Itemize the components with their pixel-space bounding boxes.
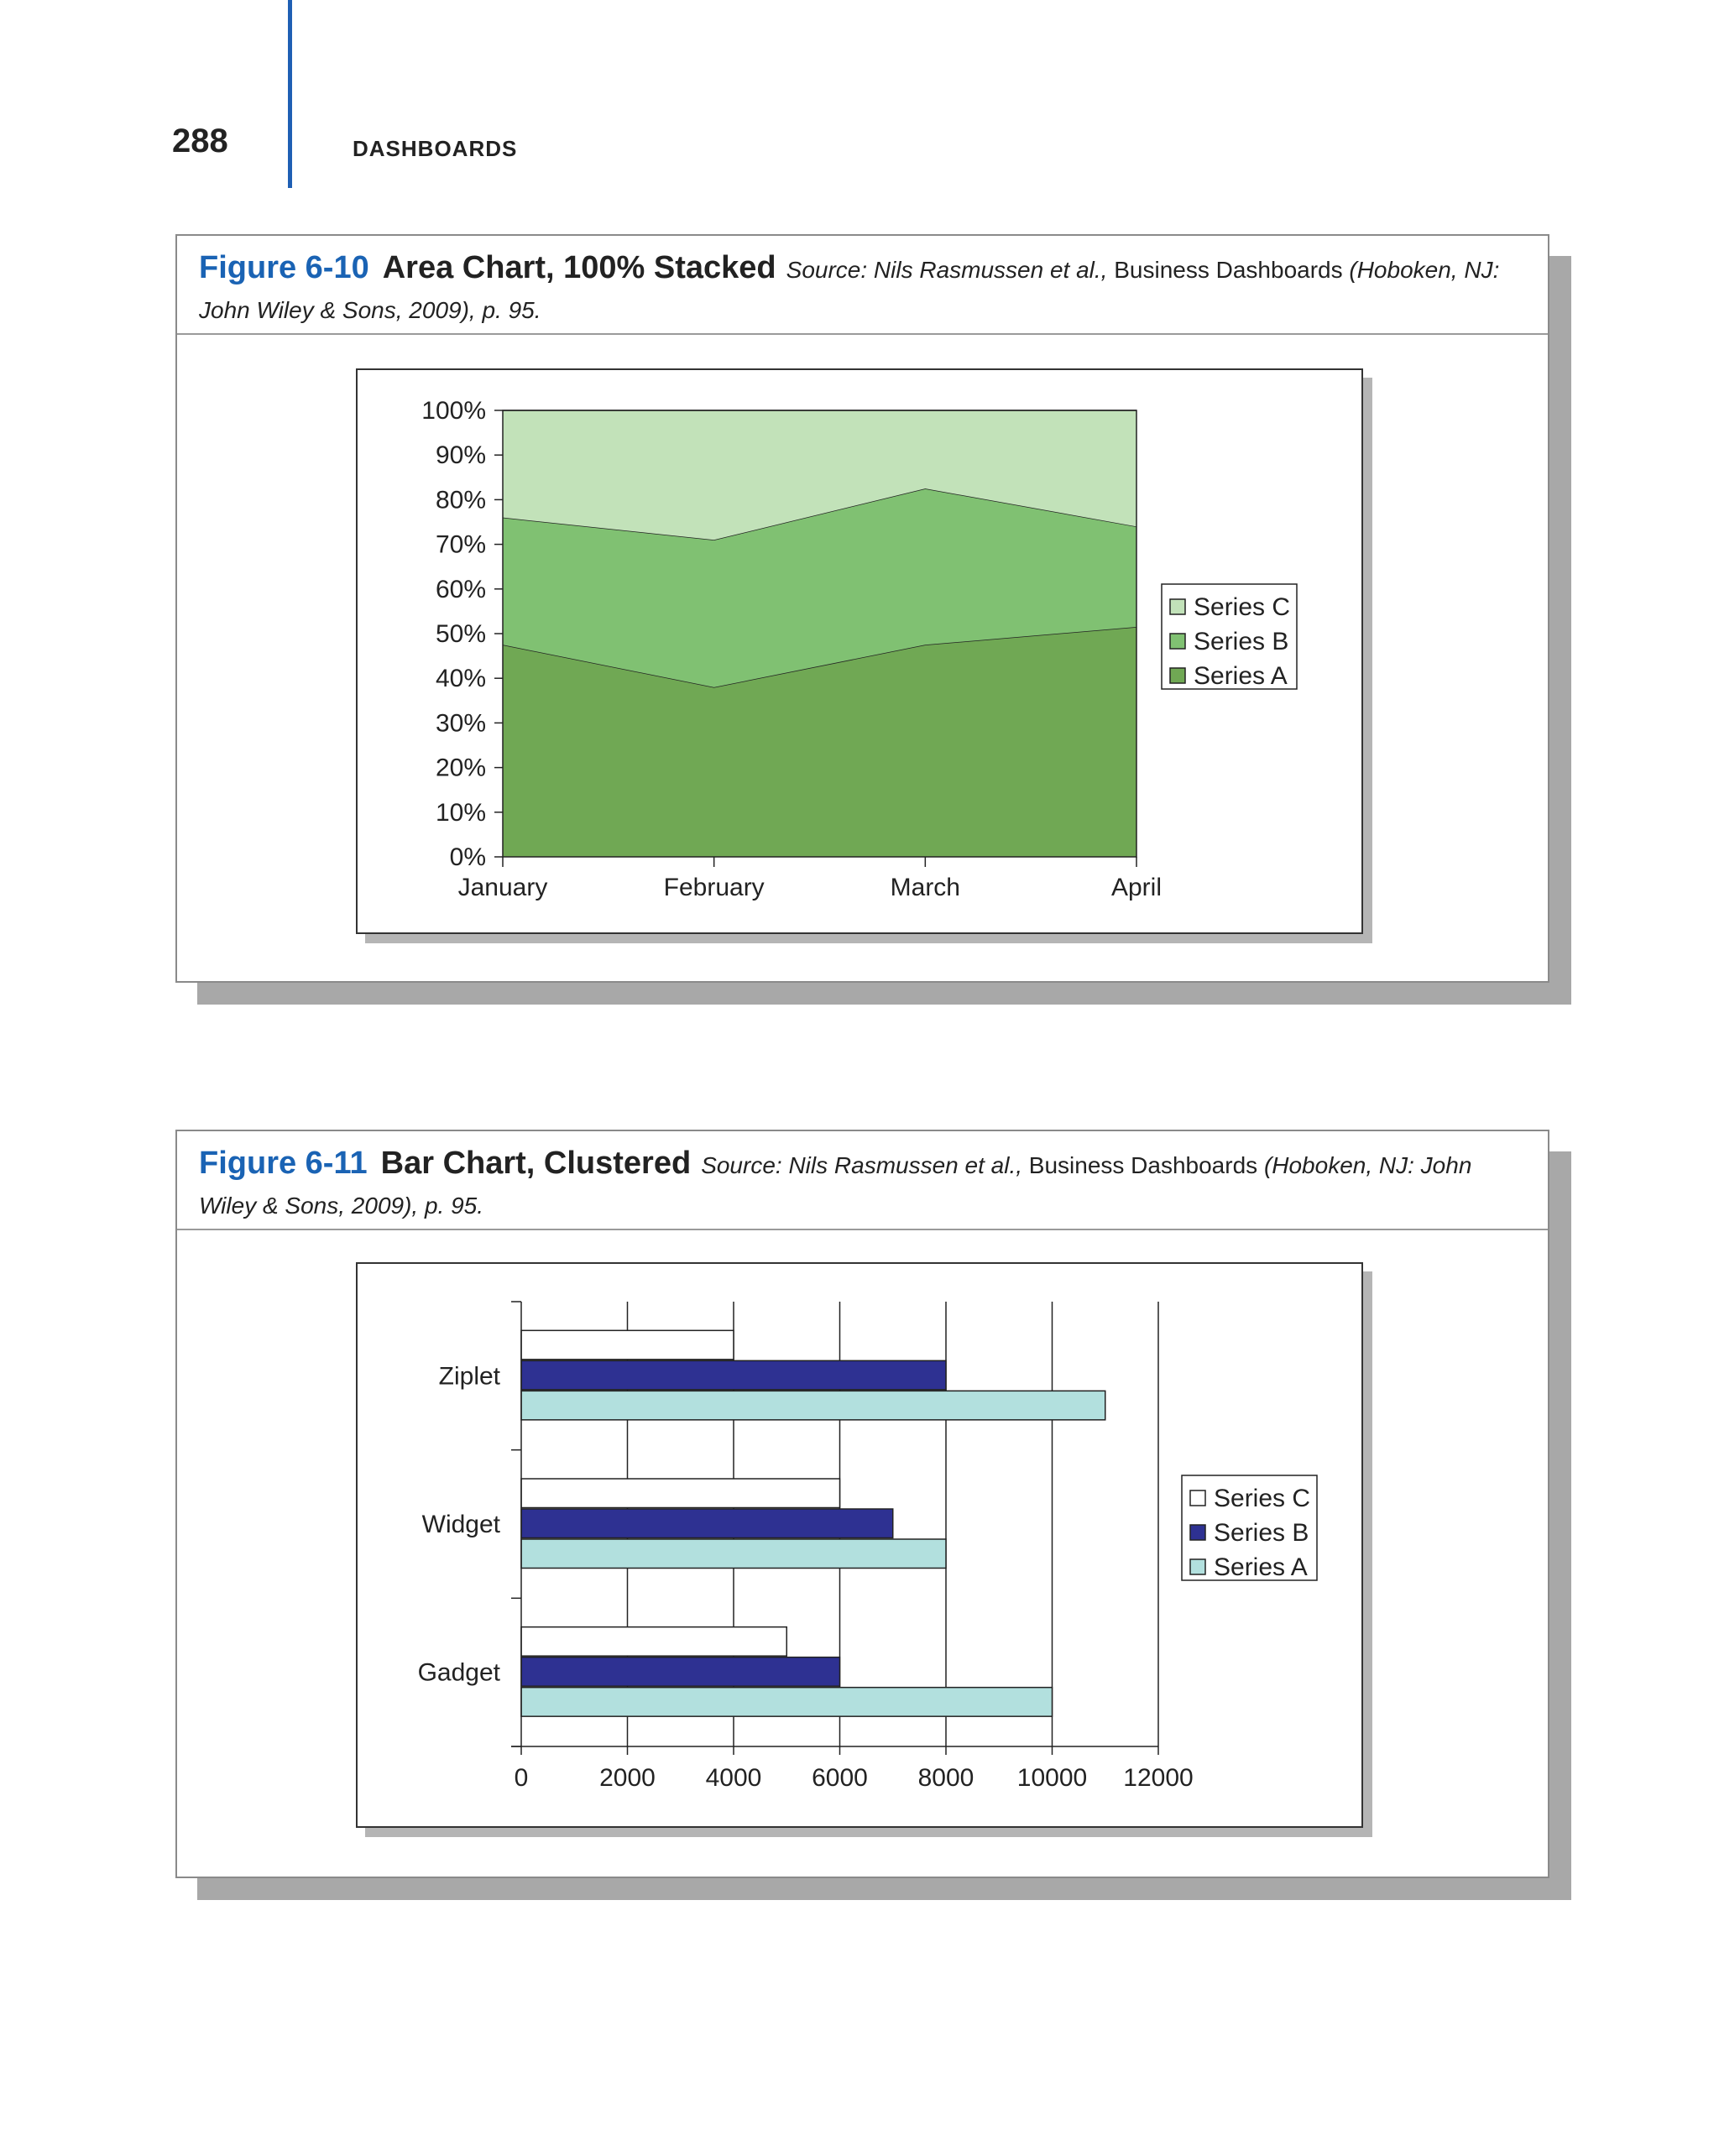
figure-title: Bar Chart, Clustered: [380, 1146, 692, 1181]
y-tick-label: 20%: [435, 754, 486, 782]
x-tick-label: April: [1110, 874, 1163, 901]
figure-caption: [177, 1131, 1548, 1230]
figure-source-tail: (Hoboken, NJ: John Wiley & Sons, 2009), p. 95.: [199, 257, 1500, 323]
legend-label: Series B: [1194, 628, 1289, 655]
bar-widget-series-c: [521, 1479, 840, 1508]
x-tick-label: 4000: [705, 1764, 762, 1792]
legend-label: Series A: [1194, 662, 1288, 690]
bar-ziplet-series-b: [521, 1360, 946, 1390]
bar-widget-series-b: [521, 1509, 893, 1538]
legend-label: Series C: [1214, 1485, 1311, 1512]
x-tick-label: 6000: [812, 1764, 868, 1792]
bar-gadget-series-a: [521, 1688, 1053, 1717]
y-tick-label: 70%: [435, 530, 486, 559]
x-tick-label: 12000: [1123, 1764, 1194, 1792]
figure-title: Area Chart, 100% Stacked: [382, 250, 776, 285]
area-chart: [358, 370, 1361, 932]
legend-swatch: [1170, 599, 1185, 614]
legend-label: Series A: [1214, 1553, 1308, 1581]
figure-bar-chart: [175, 1130, 1549, 1878]
x-tick-label: February: [663, 874, 765, 901]
x-tick-label: 10000: [1016, 1764, 1088, 1792]
y-tick-label: 100%: [421, 397, 486, 425]
bar-ziplet-series-c: [521, 1330, 734, 1360]
legend-swatch: [1170, 634, 1185, 649]
x-tick-label: March: [890, 874, 961, 901]
legend-swatch: [1190, 1525, 1205, 1540]
figure-caption: [177, 236, 1548, 335]
bar-chart: [358, 1264, 1361, 1826]
y-tick-label: 30%: [435, 709, 486, 738]
y-tick-label: 60%: [435, 575, 486, 603]
y-tick-label: 90%: [435, 441, 486, 470]
chart-panel: [356, 1262, 1363, 1828]
figure-number: Figure 6-11: [199, 1146, 368, 1181]
legend-swatch: [1170, 668, 1185, 683]
bar-ziplet-series-a: [521, 1391, 1105, 1420]
category-label: Ziplet: [438, 1362, 500, 1391]
x-tick-label: 8000: [917, 1764, 974, 1792]
page-number: 288: [172, 123, 228, 159]
x-tick-label: 2000: [599, 1764, 656, 1792]
x-tick-label: January: [457, 874, 548, 901]
figure-area-chart: [175, 234, 1549, 983]
bar-gadget-series-b: [521, 1657, 840, 1687]
margin-rule: [288, 0, 292, 188]
legend-swatch: [1190, 1490, 1205, 1506]
figure-source-tail: (Hoboken, NJ: John Wiley & Sons, 2009), p. 95.: [199, 1152, 1472, 1219]
x-tick-label: 0: [514, 1764, 529, 1792]
bar-gadget-series-c: [521, 1627, 786, 1657]
y-tick-label: 0%: [449, 843, 486, 871]
y-tick-label: 10%: [435, 798, 486, 827]
running-head: DASHBOARDS: [353, 136, 518, 161]
legend-swatch: [1190, 1559, 1205, 1574]
bar-widget-series-a: [521, 1539, 946, 1569]
figure-source-book: Business Dashboards: [1028, 1152, 1258, 1178]
legend-label: Series B: [1214, 1519, 1309, 1547]
figure-source-lead: Source: Nils Rasmussen et al.,: [786, 257, 1108, 283]
y-tick-label: 80%: [435, 486, 486, 514]
legend-label: Series C: [1194, 593, 1291, 621]
category-label: Gadget: [417, 1658, 500, 1687]
figure-source-book: Business Dashboards: [1114, 257, 1343, 283]
figure-number: Figure 6-10: [199, 250, 369, 285]
category-label: Widget: [421, 1511, 500, 1538]
y-tick-label: 40%: [435, 665, 486, 693]
chart-panel: [356, 368, 1363, 934]
figure-source-lead: Source: Nils Rasmussen et al.,: [701, 1152, 1022, 1178]
y-tick-label: 50%: [435, 620, 486, 648]
